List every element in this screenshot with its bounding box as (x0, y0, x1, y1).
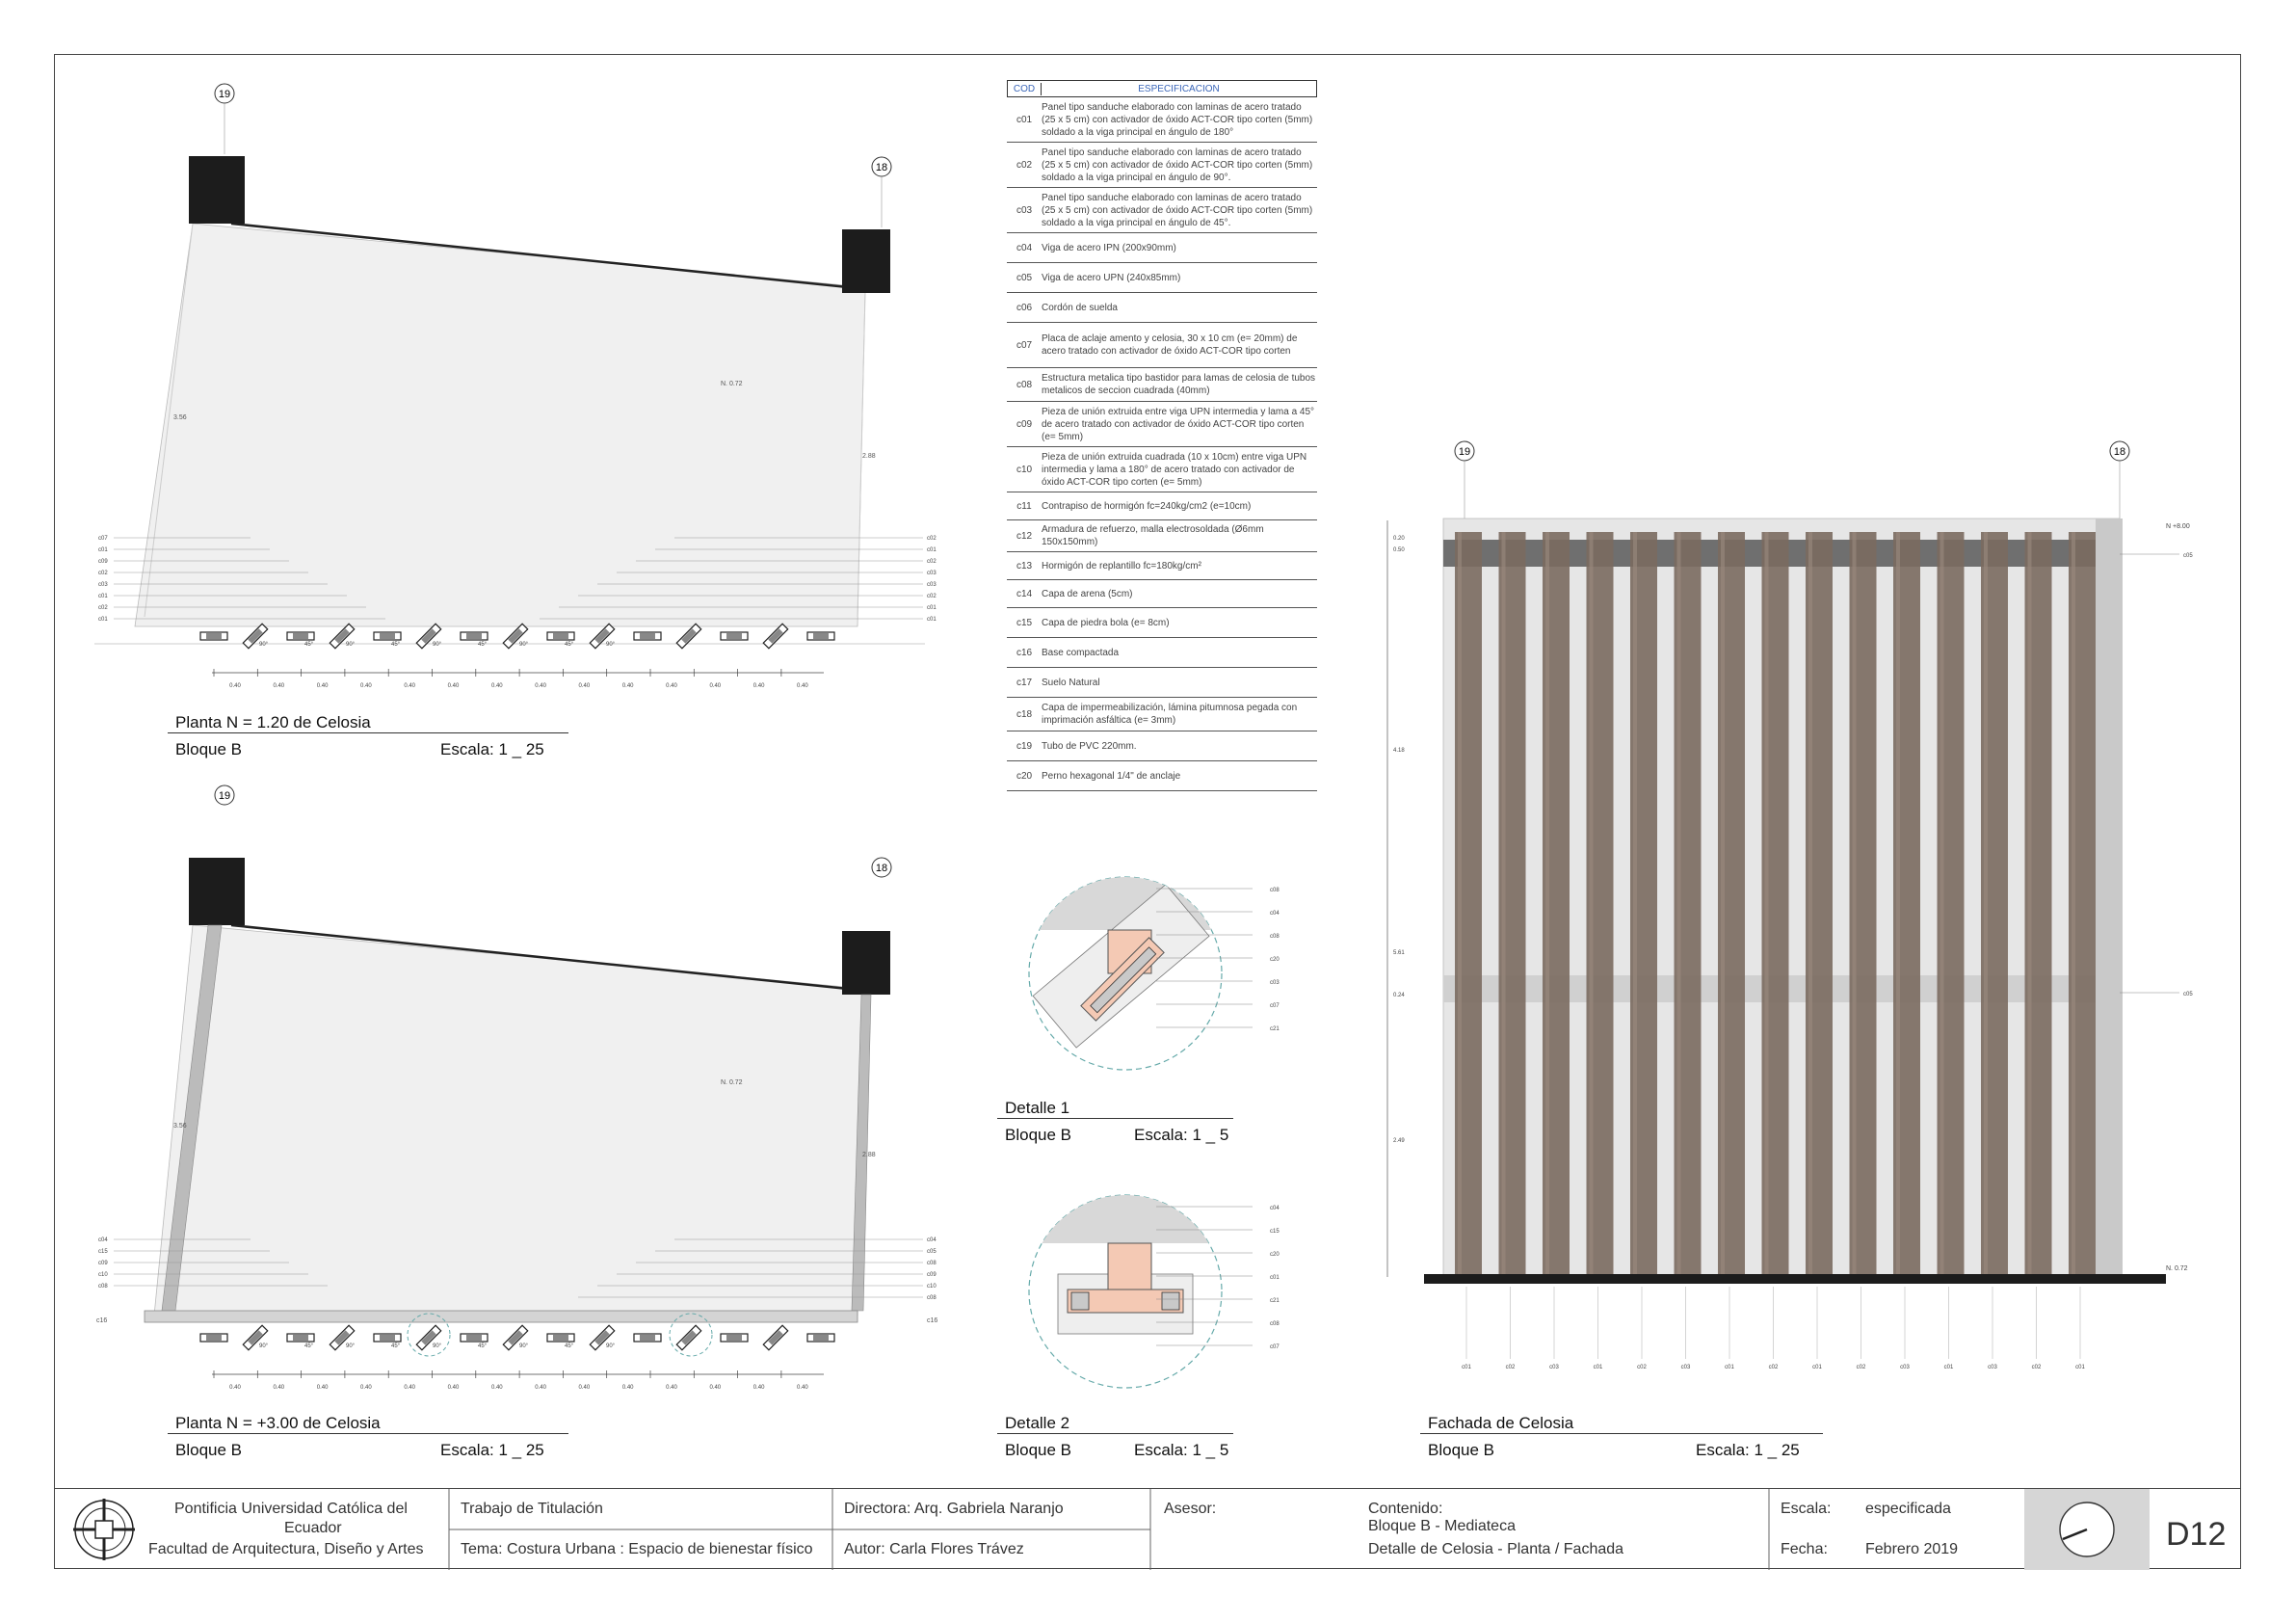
spec-row (1007, 293, 1317, 323)
plan-2-slats (200, 1325, 834, 1349)
spec-description: Base compactada (1042, 647, 1120, 658)
code-label: c01 (98, 617, 108, 623)
detail-2-scale: Escala: 1 _ 5 (1134, 1441, 1229, 1459)
slat (374, 632, 401, 640)
code-label: c05 (2183, 992, 2193, 997)
spec-description: Armadura de refuerzo, malla electrosoldada (Ø6mm 150x150mm) (1042, 524, 1264, 547)
slat (807, 1334, 834, 1342)
spec-code: c11 (1016, 500, 1032, 512)
university-logo-icon (73, 1499, 135, 1560)
code-label: c20 (1270, 1252, 1280, 1258)
spec-description: Contrapiso de hormigón fc=240kg/cm2 (e=10cm) (1042, 500, 1252, 512)
code-label: c04 (1270, 1206, 1280, 1211)
plan-2-scale: Escala: 1 _ 25 (440, 1441, 544, 1459)
slat-angle: 90° (259, 1343, 269, 1349)
column-19 (189, 156, 245, 224)
dimension-label: 0.40 (535, 683, 546, 689)
spec-row (1007, 580, 1317, 608)
code-label: c03 (1270, 980, 1280, 986)
code-label: c05 (2183, 553, 2193, 559)
spec-table-header (1007, 80, 1317, 97)
slat (807, 632, 834, 640)
spec-row (1007, 233, 1317, 263)
facade-dim: 5.61 (1393, 950, 1405, 956)
spec-code: c05 (1016, 272, 1033, 283)
side-dim-left: 3.56 (173, 414, 187, 421)
grid-label: 19 (218, 790, 231, 802)
code-label: c02 (927, 594, 937, 599)
content-line-1: Bloque B - Mediateca (1368, 1518, 1516, 1534)
slat (763, 624, 787, 648)
slat-angle: 90° (259, 642, 269, 648)
code-label: c10 (98, 1272, 108, 1278)
spec-row (1007, 97, 1317, 143)
spec-description: Pieza de unión extruida cuadrada (10 x 10cm) entre viga UPN intermedia y lama a 180° de acero tratado con activador de óxido ACT-COR tipo corten (e= 5mm) (1042, 451, 1307, 488)
date-label: Fecha: (1781, 1541, 1828, 1557)
code-label: c01 (1593, 1365, 1603, 1370)
spec-code: c19 (1016, 740, 1033, 752)
dimension-label: 0.40 (621, 1385, 634, 1391)
plan-2-floor-beam (145, 1311, 858, 1322)
spec-description: Suelo Natural (1042, 677, 1100, 688)
code-label: c08 (1270, 888, 1280, 893)
code-label: c03 (927, 571, 937, 576)
column-19 (189, 858, 245, 925)
plan-2-dimensions (212, 1370, 824, 1391)
title-block (54, 1488, 2241, 1570)
slat-angle: 45° (478, 1343, 488, 1349)
code-label: c03 (1988, 1365, 1997, 1370)
code-label: c08 (1270, 1321, 1280, 1327)
code-label: c01 (1725, 1365, 1734, 1370)
facade-dim: 0.50 (1393, 547, 1405, 553)
spec-col-code: COD (1008, 83, 1042, 95)
code-label: c20 (1270, 957, 1280, 963)
spec-row (1007, 368, 1317, 402)
dimension-label: 0.40 (621, 683, 634, 689)
dimension-label: 0.40 (797, 1385, 808, 1391)
code-label: c07 (1270, 1344, 1280, 1350)
spec-code: c08 (1016, 379, 1033, 390)
dimension-label: 0.40 (490, 683, 503, 689)
spec-code: c10 (1016, 464, 1033, 475)
plan-1-slab (135, 224, 865, 626)
detail-1-block: Bloque B (1005, 1126, 1071, 1144)
code-label: c04 (927, 1237, 937, 1243)
spec-code: c14 (1016, 588, 1033, 599)
code-label: c01 (927, 605, 937, 611)
code-label: c08 (98, 1284, 108, 1290)
level-top: N +8.00 (2166, 523, 2190, 530)
code-label: c01 (927, 547, 937, 553)
code-label: c02 (1505, 1365, 1516, 1370)
facade-scale: Escala: 1 _ 25 (1696, 1441, 1800, 1459)
dimension-label: 0.40 (666, 683, 677, 689)
spec-row (1007, 668, 1317, 698)
code-label: c08 (927, 1261, 937, 1266)
dimension-label: 0.40 (316, 683, 329, 689)
code-label: c09 (927, 1272, 937, 1278)
slat (200, 632, 227, 640)
spec-code: c02 (1016, 159, 1033, 171)
column-18 (842, 229, 890, 293)
code-label: c05 (927, 1249, 937, 1255)
spec-code: c04 (1016, 242, 1033, 253)
spec-row (1007, 188, 1317, 233)
spec-code: c13 (1016, 560, 1033, 572)
facade-title: Fachada de Celosia (1428, 1414, 1574, 1432)
grid-label: 18 (875, 863, 888, 874)
grid-label: 19 (1458, 446, 1471, 458)
code-label: c02 (927, 559, 937, 565)
university-name: Pontificia Universidad Católica del (174, 1501, 408, 1517)
scale-value: especificada (1865, 1501, 1951, 1517)
slat (287, 1334, 314, 1342)
facade-drawing (1387, 441, 2193, 1370)
plan-1-scale: Escala: 1 _ 25 (440, 740, 544, 758)
floor-code-right: c16 (927, 1317, 938, 1324)
spec-row (1007, 761, 1317, 791)
code-label: c02 (927, 536, 937, 542)
plan-2-title: Planta N = +3.00 de Celosia (175, 1414, 381, 1432)
facade-dim: 2.49 (1393, 1138, 1405, 1144)
spec-row (1007, 552, 1317, 580)
spec-code: c03 (1016, 204, 1033, 216)
level-tag: N. 0.72 (721, 381, 743, 387)
facade-dim: 0.24 (1393, 993, 1405, 998)
plan-2 (96, 785, 937, 1391)
dimension-label: 0.40 (752, 683, 765, 689)
slat-angle: 90° (346, 1343, 356, 1349)
dimension-label: 0.40 (490, 1385, 503, 1391)
slat (461, 1334, 488, 1342)
plan-1 (94, 84, 937, 689)
spec-code: c20 (1016, 770, 1033, 782)
side-dim-right: 2.88 (862, 1152, 876, 1158)
code-label: c15 (98, 1249, 108, 1255)
slat-angle: 90° (346, 642, 356, 648)
slat-angle: 90° (606, 1343, 616, 1349)
spec-row (1007, 698, 1317, 731)
code-label: c08 (927, 1295, 937, 1301)
dimension-label: 0.40 (578, 683, 591, 689)
code-label: c21 (1270, 1026, 1280, 1032)
code-label: c07 (98, 536, 108, 542)
slat (721, 632, 748, 640)
slat-angle: 45° (391, 642, 401, 648)
dimension-label: 0.40 (666, 1385, 677, 1391)
spec-code: c15 (1016, 617, 1033, 628)
spec-row (1007, 520, 1317, 552)
dimension-label: 0.40 (535, 1385, 546, 1391)
plan-1-block: Bloque B (175, 740, 242, 758)
dimension-label: 0.40 (316, 1385, 329, 1391)
code-label: c03 (1900, 1365, 1910, 1370)
dimension-label: 0.40 (229, 683, 241, 689)
spec-description: Pieza de unión extruida entre viga UPN intermedia y lama a 45° de acero tratado con activador de óxido ACT-COR tipo corten (e= 5mm) (1042, 406, 1315, 442)
side-dim-right: 2.88 (862, 453, 876, 460)
code-label: c02 (1637, 1365, 1647, 1370)
code-label: c03 (1680, 1365, 1691, 1370)
slat (634, 632, 661, 640)
slat (547, 632, 574, 640)
code-label: c01 (98, 594, 108, 599)
grid-label: 19 (218, 89, 231, 100)
slat (287, 632, 314, 640)
slat (676, 624, 700, 648)
detail-1-drawing (1021, 872, 1280, 1070)
university-name-2: Ecuador (284, 1520, 342, 1536)
advisor-label: Asesor: (1164, 1501, 1217, 1517)
slat-angle: 90° (433, 642, 442, 648)
spec-code: c12 (1016, 530, 1033, 542)
spec-row (1007, 447, 1317, 492)
side-dim-left: 3.56 (173, 1123, 187, 1130)
code-label: c03 (927, 582, 937, 588)
code-label: c01 (2075, 1365, 2085, 1370)
code-label: c02 (1768, 1365, 1779, 1370)
code-label: c02 (98, 605, 108, 611)
spec-description: Viga de acero UPN (240x85mm) (1042, 272, 1181, 283)
slat-angle: 90° (519, 642, 529, 648)
detail-2-block: Bloque B (1005, 1441, 1071, 1459)
dimension-label: 0.40 (797, 683, 808, 689)
dimension-label: 0.40 (709, 1385, 722, 1391)
plan-1-dimensions (212, 669, 824, 689)
spec-row (1007, 402, 1317, 447)
code-label: c21 (1270, 1298, 1280, 1304)
slat-angle: 45° (304, 1343, 314, 1349)
author: Autor: Carla Flores Trávez (844, 1541, 1024, 1557)
floor-code-left: c16 (96, 1317, 108, 1324)
content-line-2: Detalle de Celosia - Planta / Fachada (1368, 1541, 1624, 1557)
spec-description: Capa de impermeabilización, lámina pitumnosa pegada con imprimación asfáltica (e= 3mm) (1042, 703, 1298, 726)
slat-angle: 45° (391, 1343, 401, 1349)
facade-block: Bloque B (1428, 1441, 1494, 1459)
dimension-label: 0.40 (578, 1385, 591, 1391)
code-label: c10 (927, 1284, 937, 1290)
dimension-label: 0.40 (404, 683, 416, 689)
level-bottom: N. 0.72 (2166, 1265, 2188, 1272)
spec-row (1007, 492, 1317, 520)
slat-angle: 45° (304, 642, 314, 648)
dimension-label: 0.40 (752, 1385, 765, 1391)
spec-description: Capa de arena (5cm) (1042, 588, 1133, 599)
theme: Tema: Costura Urbana : Espacio de bienestar físico (461, 1541, 813, 1557)
spec-code: c07 (1016, 339, 1033, 351)
plan-1-title: Planta N = 1.20 de Celosia (175, 713, 371, 731)
spec-code: c17 (1016, 677, 1033, 688)
content-label: Contenido: (1368, 1501, 1443, 1517)
code-label: c03 (1549, 1365, 1559, 1370)
slat (374, 1334, 401, 1342)
dimension-label: 0.40 (273, 683, 285, 689)
spec-table (1007, 80, 1317, 791)
spec-row (1007, 143, 1317, 188)
code-label: c04 (1270, 911, 1280, 917)
code-label: c02 (98, 571, 108, 576)
slat (461, 632, 488, 640)
spec-description: Capa de piedra bola (e= 8cm) (1042, 617, 1170, 628)
level-tag: N. 0.72 (721, 1079, 743, 1086)
slat (763, 1325, 787, 1349)
spec-row (1007, 323, 1317, 368)
slat-angle: 45° (478, 642, 488, 648)
spec-col-spec: ESPECIFICACION (1138, 83, 1220, 94)
slat-angle: 90° (519, 1343, 529, 1349)
dimension-label: 0.40 (360, 683, 372, 689)
code-label: c09 (98, 1261, 108, 1266)
code-label: c01 (1270, 1275, 1280, 1281)
code-label: c01 (1812, 1365, 1822, 1370)
slat (547, 1334, 574, 1342)
detail-1-title: Detalle 1 (1005, 1099, 1070, 1117)
code-label: c01 (1462, 1365, 1471, 1370)
code-label: c15 (1270, 1229, 1280, 1235)
code-label: c02 (2031, 1365, 2042, 1370)
dimension-label: 0.40 (273, 1385, 285, 1391)
facade-dim: 0.20 (1393, 536, 1405, 542)
spec-row (1007, 638, 1317, 668)
code-label: c02 (1856, 1365, 1866, 1370)
spec-description: Hormigón de replantillo fc=180kg/cm² (1042, 560, 1201, 572)
spec-description: Placa de aclaje amento y celosia, 30 x 10 cm (e= 20mm) de acero tratado con activador de óxido ACT-COR tipo corten (1042, 333, 1298, 357)
sheet-number: D12 (2166, 1516, 2227, 1553)
dimension-label: 0.40 (447, 1385, 460, 1391)
spec-row (1007, 608, 1317, 638)
work-label: Trabajo de Titulación (461, 1501, 603, 1517)
spec-code: c16 (1016, 647, 1033, 658)
slat (634, 1334, 661, 1342)
slat-angle: 90° (433, 1343, 442, 1349)
dimension-label: 0.40 (709, 683, 722, 689)
spec-description: Perno hexagonal 1/4" de anclaje (1042, 770, 1181, 782)
code-label: c01 (927, 617, 937, 623)
code-label: c09 (98, 559, 108, 565)
column-18 (842, 931, 890, 995)
date-value: Febrero 2019 (1865, 1541, 1959, 1557)
slat (721, 1334, 748, 1342)
slat (200, 1334, 227, 1342)
slat (676, 1325, 700, 1349)
dimension-label: 0.40 (229, 1385, 241, 1391)
code-label: c01 (98, 547, 108, 553)
spec-description: Tubo de PVC 220mm. (1042, 740, 1137, 752)
dimension-label: 0.40 (404, 1385, 416, 1391)
code-label: c03 (98, 582, 108, 588)
code-label: c07 (1270, 1003, 1280, 1009)
slat-angle: 45° (565, 1343, 574, 1349)
facade-dim: 4.18 (1393, 748, 1405, 754)
spec-row (1007, 263, 1317, 293)
director: Directora: Arq. Gabriela Naranjo (844, 1501, 1064, 1517)
code-label: c01 (1943, 1365, 1954, 1370)
dimension-label: 0.40 (360, 1385, 372, 1391)
spec-code: c09 (1016, 418, 1033, 430)
code-label: c08 (1270, 934, 1280, 940)
spec-code: c18 (1016, 708, 1033, 720)
grid-label: 18 (875, 162, 888, 173)
slat-angle: 45° (565, 642, 574, 648)
plan-2-slab (154, 925, 865, 1316)
scale-label: Escala: (1781, 1501, 1832, 1517)
plan-1-slats (200, 624, 834, 648)
plan-2-block: Bloque B (175, 1441, 242, 1459)
spec-description: Cordón de suelda (1042, 302, 1118, 313)
spec-description: Panel tipo sanduche elaborado con laminas de acero tratado (25 x 5 cm) con activador de óxido ACT-COR tipo corten (5mm) soldado a la viga principal en ángulo de 180° (1042, 101, 1313, 138)
dimension-label: 0.40 (447, 683, 460, 689)
facade-ground (1424, 1274, 2166, 1284)
spec-description: Viga de acero IPN (200x90mm) (1042, 242, 1176, 253)
grid-label: 18 (2113, 446, 2126, 458)
spec-description: Panel tipo sanduche elaborado con laminas de acero tratado (25 x 5 cm) con activador de óxido ACT-COR tipo corten (5mm) soldado a la viga principal en ángulo de 45°. (1042, 192, 1313, 228)
faculty-name: Facultad de Arquitectura, Diseño y Artes (148, 1541, 424, 1557)
detail-1-scale: Escala: 1 _ 5 (1134, 1126, 1229, 1144)
spec-description: Panel tipo sanduche elaborado con laminas de acero tratado (25 x 5 cm) con activador de óxido ACT-COR tipo corten (5mm) soldado a la viga principal en ángulo de 90°. (1042, 146, 1313, 183)
detail-2-drawing (1021, 1190, 1280, 1388)
spec-description: Estructura metalica tipo bastidor para lamas de celosia de tubos metalicos de seccion cuadrada (40mm) (1042, 373, 1316, 396)
spec-code: c01 (1016, 114, 1033, 125)
code-label: c04 (98, 1237, 108, 1243)
slat-angle: 90° (606, 642, 616, 648)
detail-2-title: Detalle 2 (1005, 1414, 1070, 1432)
spec-code: c06 (1016, 302, 1033, 313)
spec-row (1007, 731, 1317, 761)
